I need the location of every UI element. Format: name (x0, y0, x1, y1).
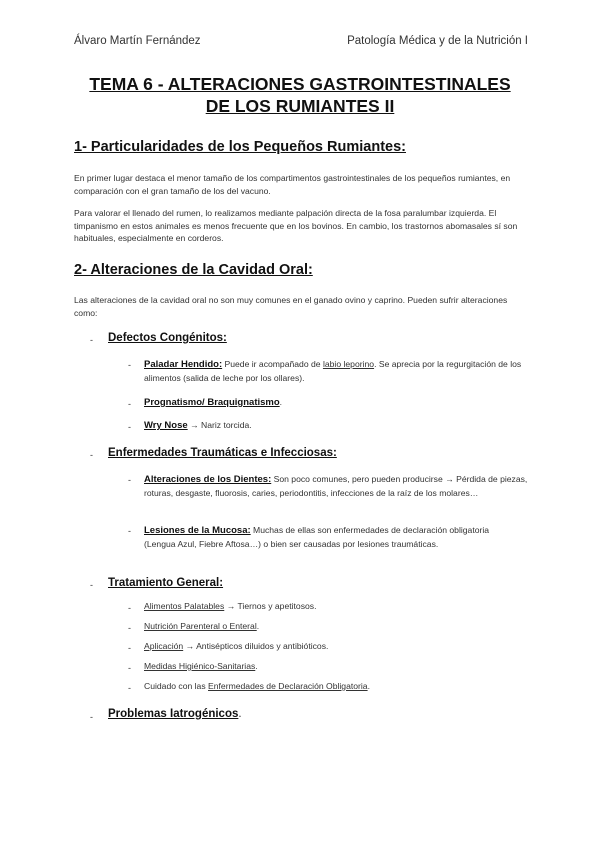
bullet-dash: - (128, 643, 131, 653)
list-item-dientes (144, 473, 528, 499)
section-2-intro: Las alteraciones de la cavidad oral no son muy comunes en el ganado ovino y caprino. Pueden sufrir alteraciones como: (74, 295, 508, 318)
bullet-dash: - (90, 712, 93, 722)
paladar-text-1: Puede ir acompañado de (222, 359, 323, 369)
list-item-prognatismo (144, 396, 282, 410)
prognatismo-label: Prognatismo/ Braquignatismo (144, 397, 280, 408)
labio-leporino-term: labio leporino (322, 359, 375, 369)
title-line-1: TEMA 6 - ALTERACIONES GASTROINTESTINALES (89, 74, 511, 94)
enfermedades-heading: Enfermedades Traumáticas e Infecciosas: (108, 447, 337, 459)
section-2-heading: 2- Alteraciones de la Cavidad Oral: (74, 262, 313, 278)
declaracion-label: Enfermedades de Declaración Obligatoria (208, 681, 368, 691)
header-course: Patología Médica y de la Nutrición I (347, 35, 528, 47)
bullet-dash: - (128, 526, 131, 536)
section-1-paragraph-1: En primer lugar destaca el menor tamaño de los compartimentos gastrointestinales de los pequeños rumiantes, en comparación con el gran tamaño de los del vacuno. (74, 173, 511, 196)
bullet-dash: - (128, 475, 131, 485)
bullet-dash: - (90, 450, 93, 460)
list-item-medidas (144, 660, 258, 673)
nutricion-text: . (256, 621, 260, 631)
list-item-tratamiento (108, 577, 223, 590)
bullet-dash: - (128, 399, 131, 409)
defectos-heading: Defectos Congénitos: (108, 332, 227, 344)
list-item-wry-nose (144, 419, 252, 433)
nutricion-label: Nutrición Parenteral o Enteral (144, 621, 257, 631)
aplicacion-label: Aplicación (144, 641, 184, 651)
dientes-label: Alteraciones de los Dientes: (144, 474, 272, 485)
paladar-label: Paladar Hendido: (144, 359, 223, 370)
aplicacion-text: → Antisépticos diluidos y antibióticos. (183, 641, 329, 651)
medidas-label: Medidas Higiénico-Sanitarias (144, 661, 256, 671)
dientes-text: Son poco comunes, pero pueden producirse → Pérdida de piezas, roturas, desgaste, fluorosis, caries, periodontitis, infecciones de la raíz de los molares… (144, 474, 528, 498)
bullet-dash: - (128, 603, 131, 613)
bullet-dash: - (128, 683, 131, 693)
declaracion-text-1: Cuidado con las (144, 681, 209, 691)
mucosa-label: Lesiones de la Mucosa: (144, 525, 251, 536)
mucosa-text: Muchas de ellas son enfermedades de declaración obligatoria (Lengua Azul, Fiebre Aftosa…) o bien ser causadas por lesiones traumáticas. (144, 525, 490, 549)
iatrogenicos-text: . (238, 708, 242, 720)
bullet-dash: - (128, 422, 131, 432)
bullet-dash: - (90, 580, 93, 590)
tratamiento-heading: Tratamiento General: (108, 577, 224, 589)
bullet-dash: - (128, 360, 131, 370)
list-item-defectos (108, 332, 227, 345)
bullet-dash: - (128, 623, 131, 633)
list-item-alimentos (144, 600, 316, 613)
alimentos-label: Alimentos Palatables (144, 601, 225, 611)
iatrogenicos-heading: Problemas Iatrogénicos (108, 708, 239, 720)
title-line-2: DE LOS RUMIANTES II (205, 96, 395, 116)
bullet-dash: - (90, 335, 93, 345)
list-item-enfermedades (108, 447, 337, 460)
list-item-paladar (144, 358, 528, 384)
list-item-nutricion (144, 620, 259, 633)
paladar-text-2: . Se aprecia por la regurgitación de los alimentos (salida de leche por los ollares). (144, 359, 522, 383)
wry-nose-text: → Nariz torcida. (187, 420, 252, 430)
section-1-heading: 1- Particularidades de los Pequeños Rumiantes: (74, 139, 406, 155)
page-title (60, 73, 540, 117)
wry-nose-label: Wry Nose (144, 420, 188, 431)
header-author: Álvaro Martín Fernández (74, 35, 201, 47)
section-1-paragraph-2: Para valorar el llenado del rumen, lo realizamos mediante palpación directa de la fosa paralumbar izquierda. El timpanismo en estos animales es menos frecuente que en los bovinos. En cambio, los trastornos abomasales sí son habituales, especialmente en corderos. (74, 208, 518, 243)
medidas-text: . (255, 661, 258, 671)
list-item-iatrogenicos (108, 708, 242, 721)
list-item-aplicacion (144, 640, 328, 653)
list-item-mucosa (144, 524, 514, 550)
declaracion-text-2: . (367, 681, 370, 691)
prognatismo-text: . (279, 397, 283, 407)
bullet-dash: - (128, 663, 131, 673)
list-item-declaracion (144, 680, 370, 693)
alimentos-text: → Tiernos y apetitosos. (224, 601, 317, 611)
